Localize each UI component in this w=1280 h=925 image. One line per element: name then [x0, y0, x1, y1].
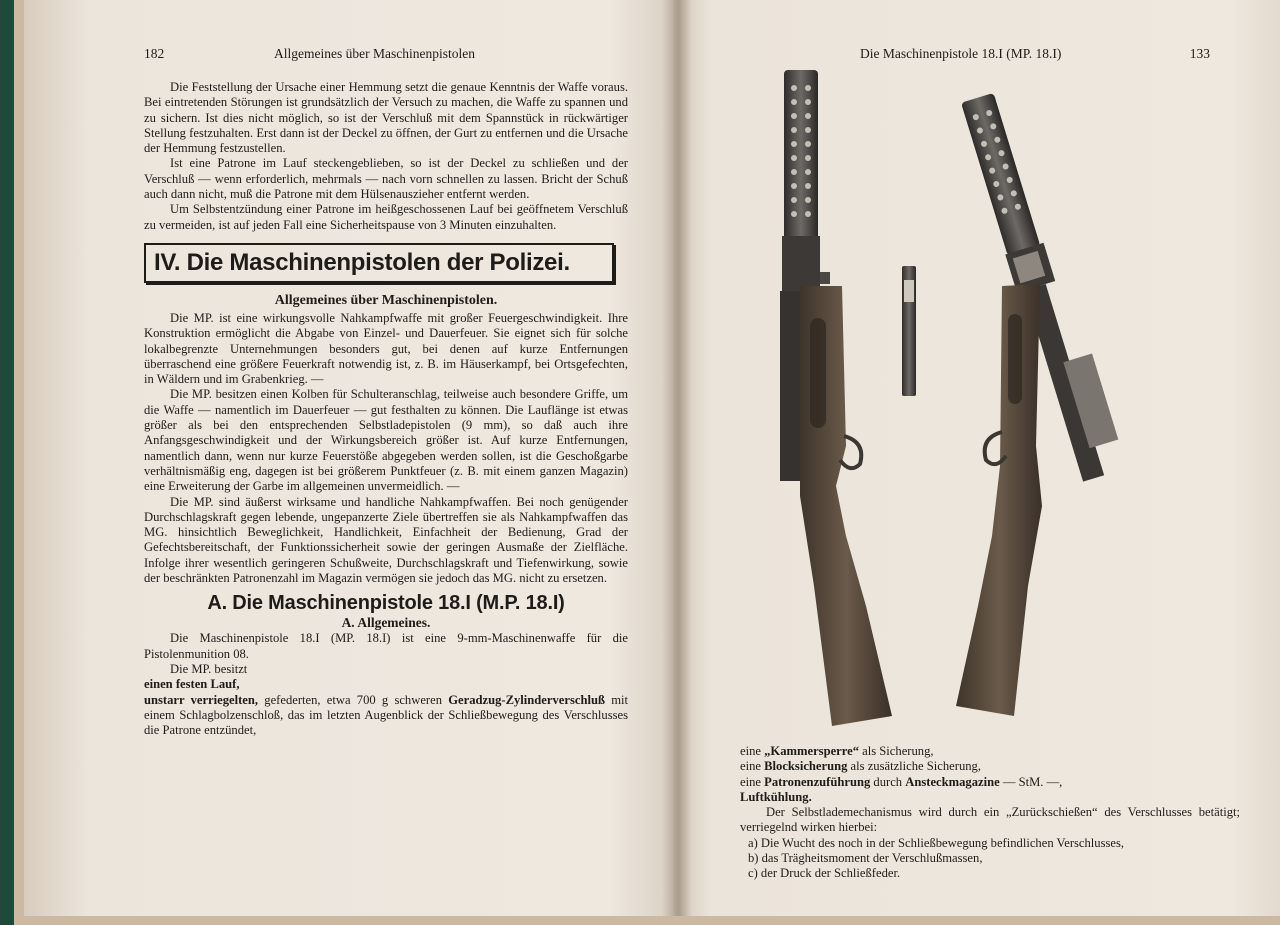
barrel-jacket [784, 70, 818, 240]
bold-text: Ansteckmagazine [905, 774, 1000, 789]
wooden-stock [956, 284, 1042, 716]
right-text-block [740, 744, 1240, 882]
list-item: a) Die Wucht des noch in der Schließbewegung befindlichen Verschlusses, [748, 835, 1125, 850]
text: — StM. —, [999, 774, 1063, 789]
paragraph: Ist eine Patrone im Lauf steckengeblieben, so ist der Deckel zu schließen und der Verschluß — wenn erforderlich, mehrmals — nach vorn schnellen zu lassen. Bricht der Schuß auch dann nicht, muß die Patrone mit dem Hülsenauszieher entfernt werden. [144, 156, 628, 202]
book-gutter [662, 0, 692, 916]
text: durch [870, 774, 906, 789]
text: eine [740, 759, 765, 774]
receiver-tube [780, 291, 800, 481]
running-title-left: Allgemeines über Maschinenpistolen [274, 46, 475, 61]
list-item: c) der Druck der Schließfeder. [748, 866, 901, 881]
paragraph: Die MP. ist eine wirkungsvolle Nahkampfwaffe mit großer Feuergeschwindigkeit. Ihre Konstruktion ermöglicht die Abgabe von Einzel- und Dauerfeuer. Sie eignet sich für solche lokalbegrenzte Unternehmungen besonders gut, bei denen auf kurze Entfernungen überraschend eine größere Feuerkraft notwendig ist, z. B. im Häuserkampf, bei Ortsgefechten, in Wäldern und im Grabenkrieg. — [144, 310, 628, 387]
paragraph: Die MP. besitzt [170, 661, 248, 676]
feature-line [740, 744, 1240, 759]
paragraph: Die MP. sind äußerst wirksame und handliche Nahkampfwaffen. Bei noch genügender Durchschlagskraft gegen lebende, ungepanzerte Ziele übertreffen sie als Nahkampfwaffen das MG. hinsichtlich Beweglichkeit, Handlichkeit, Einfachheit der Bedienung, Grad der Gefechtsbereitschaft, der Funktionssicherheit sowie der geringen Ausmaße der Zielfläche. Infolge ihrer wesentlich geringeren Schußweite, Durchschlagskraft und Tiefenwirkung, sowie der beschränkten Patronenzahl im Magazin vermögen sie jedoch das MG. nicht zu ersetzen. [144, 494, 628, 586]
bold-text: Patronenzuführung [764, 774, 871, 789]
page-number-left: 182 [144, 46, 165, 61]
paragraph: Die Feststellung der Ursache einer Hemmung setzt die genaue Kenntnis der Waffe voraus. Bei eintretenden Störungen ist grundsätzlich der Versuch zu machen, die Waffe zu spannen und zu sichern. Ist dies nicht möglich, so ist der Verschluß mit dem Spannstück in rückwärtiger Stellung festzuhalten. Erst dann ist der Deckel zu öffnen, der Gurt zu entfernen und die Ursache der Hemmung festzustellen. [144, 80, 628, 156]
paragraph: Der Selbstlademechanismus wird durch ein „Zurückschießen“ des Verschlusses betätigt; verriegelnd wirken hierbei: [740, 805, 1240, 835]
text: als zusätzliche Sicherung, [847, 759, 981, 774]
running-head-right [730, 46, 1240, 68]
bold-text: Blocksicherung [764, 759, 848, 774]
sub-heading: A. Die Maschinenpistole 18.I (M.P. 18.I) [207, 592, 565, 615]
paragraph [144, 693, 628, 739]
text: als Sicherung, [859, 744, 934, 758]
magazine-window [904, 280, 914, 302]
running-title-right: Die Maschinenpistole 18.I (MP. 18.I) [860, 46, 1062, 61]
bold-text: „Kammersperre“ [764, 744, 860, 758]
section-heading: Allgemeines über Maschinenpistolen. [274, 292, 498, 308]
bold-text: unstarr verriegelten, [144, 692, 259, 707]
gun-right [956, 88, 1127, 716]
page-number-right: 133 [1189, 46, 1210, 61]
stock-groove [810, 318, 826, 428]
bold-text: Luftkühlung. [740, 789, 812, 804]
chapter-heading: IV. Die Maschinenpistolen der Polizei. [144, 243, 614, 283]
subsub-heading: A. Allgemeines. [341, 615, 431, 631]
feature-line [740, 790, 1240, 805]
text: mit einem Schlagbolzenschloß, das im letzten Augenblick der Schließbewegung des Verschlusses die Patrone entzündet, [144, 692, 628, 738]
weapon-photograph [716, 66, 1176, 736]
running-head-left [144, 46, 628, 68]
left-page [24, 0, 674, 916]
list-item: b) das Trägheitsmoment der Verschlußmassen, [748, 851, 983, 866]
paragraph: Die Maschinenpistole 18.I (MP. 18.I) ist eine 9-mm-Maschinenwaffe für die Pistolenmunition 08. [144, 631, 628, 661]
paragraph: Um Selbstentzündung einer Patrone im heißgeschossenen Lauf bei geöffnetem Verschluß zu vermeiden, ist auf jeden Fall eine Sicherheitspause von 3 Minuten einzuhalten. [144, 202, 628, 232]
feature-line [740, 775, 1240, 790]
stock-groove [1008, 314, 1022, 404]
gun-left [780, 70, 892, 726]
loose-part [902, 266, 916, 396]
text: eine [740, 774, 765, 789]
bold-line: einen festen Lauf, [144, 677, 240, 692]
feature-line [740, 759, 1240, 774]
text: eine [740, 744, 765, 758]
magazine-well [820, 272, 830, 284]
intro-text [144, 80, 628, 233]
bold-text: Geradzug-Zylinderverschluß [448, 692, 605, 707]
paragraph: Die MP. besitzen einen Kolben für Schulteranschlag, teilweise auch besondere Griffe, um die Waffe — namentlich im Dauerfeuer — gut festhalten zu können. Die Lauflänge ist etwas größer als bei den entsprechenden Selbstladepistolen (9 mm), so daß auch ihre Anfangsgeschwindigkeit und der Wirkungsbereich größer ist. Auf kurze Entfernungen, namentlich dann, wenn nur kurze Feuerstöße abgegeben werden sollen, ist die Geschoßgarbe verhältnismäßig eng, dagegen ist bei größerem Punktfeuer (z. B. mit einem ganzen Magazin) eine Erweiterung der Garbe im allgemeinen unvermeidlich. — [144, 387, 628, 494]
text: gefederten, etwa 700 g schweren [258, 692, 449, 707]
